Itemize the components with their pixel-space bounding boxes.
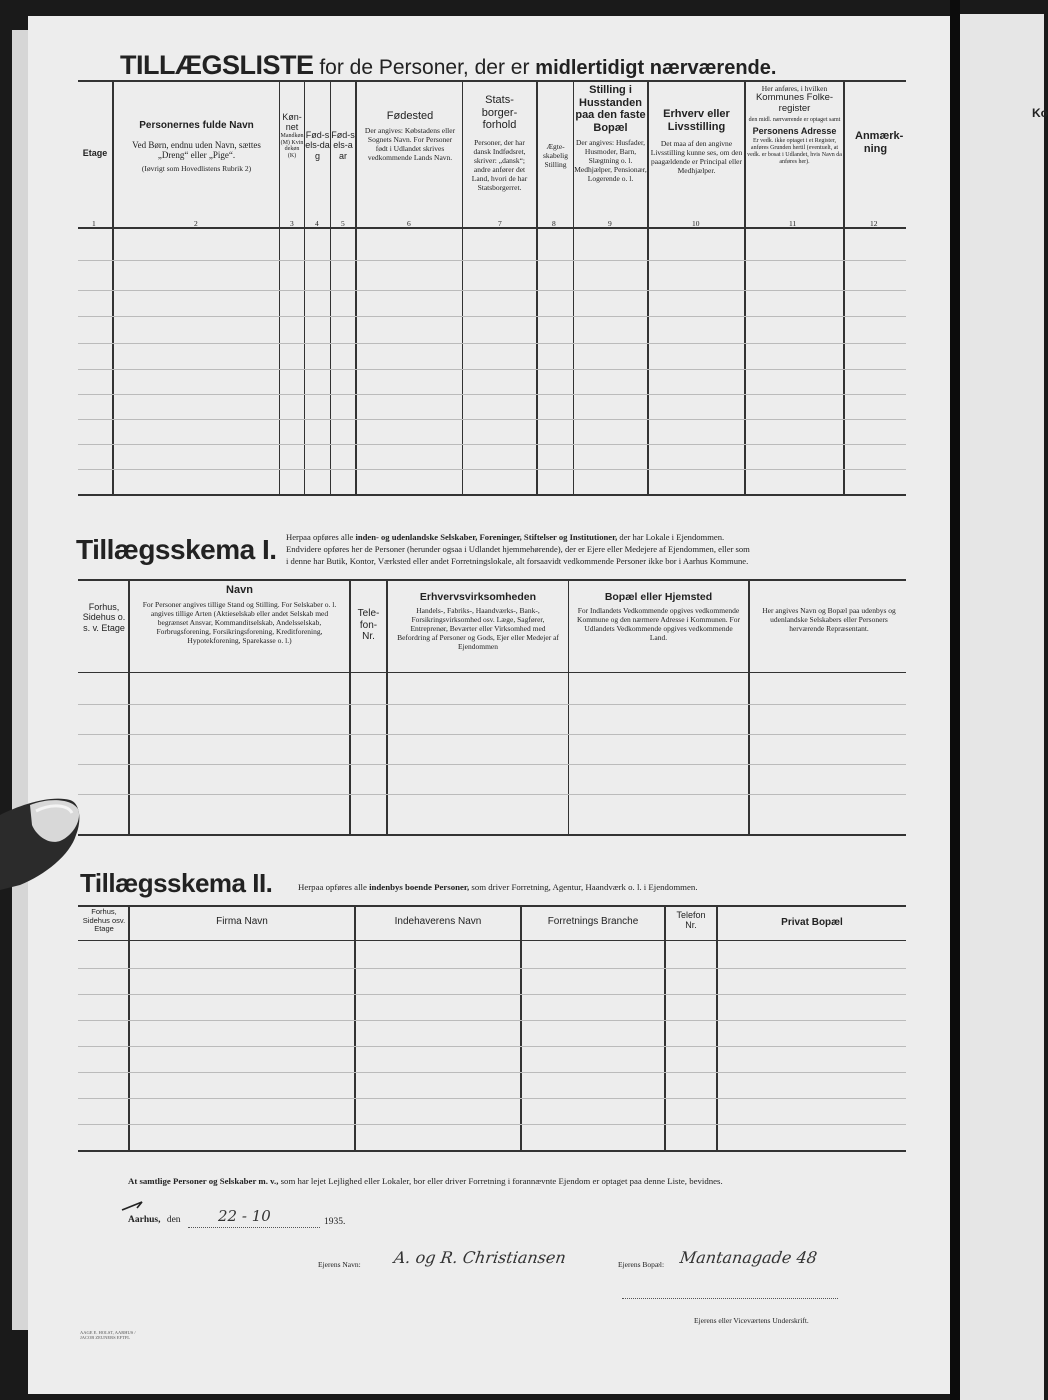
s2-col-firma-label: Firma Navn [216, 916, 268, 927]
skema2-desc [298, 882, 698, 892]
date-line [128, 1215, 181, 1225]
s2-col-indeh [356, 916, 520, 928]
s1-col-erhverv-sub: Handels-, Fabriks-, Haandværks-, Bank-, Forsikringsvirksomhed osv. Læge, Sagfører, Entreprenør, Beværter eller Virksomhed med Befordring af Personer og Gods, Ejer eller Medejer af Ejendommen [397, 606, 559, 652]
liste-title-rest: for de Personer, der er [313, 56, 536, 79]
owner-label: Ejerens Navn: [318, 1260, 361, 1269]
colnum-4: 4 [315, 219, 319, 228]
s1-col-navn [130, 584, 349, 645]
form-page [28, 16, 950, 1394]
col-anmaerkning-label: Anmærk-ning [855, 130, 904, 155]
s1-col-bopael-label: Bopæl eller Hjemsted [604, 591, 713, 603]
col-foedselsdag [305, 130, 330, 161]
printer-mark: AAGE E. HOLST, AARHUS / JACOB ZEUNERS EFTFL [80, 1330, 136, 1341]
s2-col-etage-label: Forhus, Sidehus osv. Etage [82, 907, 126, 934]
s2-col-indeh-label: Indehaverens Navn [394, 916, 482, 927]
s1-col-erhverv [388, 591, 568, 651]
col-stilling [574, 84, 647, 183]
s1-col-repr [756, 606, 902, 633]
colnum-5: 5 [341, 219, 345, 228]
next-page-edge [960, 14, 1048, 1400]
colnum-3: 3 [290, 219, 294, 228]
s2-col-branche [522, 916, 664, 928]
s2-col-bopael-label: Privat Bopæl [781, 917, 843, 928]
owner-handwritten: A. og R. Christiansen [392, 1248, 568, 1267]
tick-mark [120, 1198, 150, 1212]
colnum-9: 9 [608, 219, 612, 228]
skema2-desc-a: Herpaa opføres alle [298, 882, 370, 892]
col-foedested-sub: Der angives: Købstadens eller Sognets Navn. For Personer født i Udlandet skrives vedkommende Lands Navn. [364, 125, 456, 162]
s1-col-bopael [569, 591, 748, 642]
colnum-1: 1 [92, 219, 96, 228]
col-navn [114, 120, 279, 173]
footer-statement [128, 1176, 723, 1186]
thumb-holding-page [0, 795, 82, 890]
bopael-label: Ejerens Bopæl: [618, 1260, 665, 1269]
liste-title-bold: midlertidigt nærværende. [535, 57, 777, 79]
col-foedested [358, 110, 462, 162]
s2-col-bopael [718, 917, 906, 929]
col-navn-sub: Ved Børn, endnu uden Navn, sættes „Dreng“ eller „Pige“. [132, 139, 261, 160]
col-statsborger [463, 94, 536, 192]
col-etage-label: Etage [82, 148, 108, 158]
col-statsborger-label: Stats-borger-forhold [481, 94, 518, 132]
colnum-2: 2 [194, 219, 198, 228]
colnum-6: 6 [407, 219, 411, 228]
s2-col-tlf-label: Telefon Nr. [676, 910, 706, 931]
year-label: 1935. [324, 1217, 346, 1227]
col-folkeregister-pre: Her anføres, i hvilken [761, 84, 828, 93]
s1-col-repr-label: Her angives Navn og Bopæl paa udenbys og udenlandske Selskabers eller Personers herværende Repræsentant. [762, 606, 896, 633]
col-erhverv-label: Erhverv eller Livsstilling [663, 108, 730, 133]
skema1-desc-3: i denne har Butik, Kontor, Værksted eller andet Forretningslokale, alt forsaavidt vedkommende Personer ikke bor i Aarhus Kommune. [286, 555, 749, 566]
next-page-text: Ko [1032, 106, 1048, 120]
col-navn-note: (Iøvrigt som Hovedlistens Rubrik 2) [141, 164, 252, 174]
col-anmaerkning [845, 130, 906, 155]
s2-col-firma [130, 916, 354, 928]
page-gutter [950, 0, 960, 1400]
col-folkeregister-bold: Personens Adresse [752, 125, 837, 136]
s1-col-bopael-sub: For Indlandets Vedkommende opgives vedkommende Kommune og den nærmere Adresse i Kommunen. For Udlandets Vedkommende opgives vedkommende Land. [577, 606, 740, 643]
col-koen-sub: Mandkøn (M) Kvindekøn (K) [280, 132, 304, 160]
colnum-11: 11 [789, 219, 797, 228]
col-folkeregister-label: Kommunes Folke-register [755, 92, 834, 114]
col-folkeregister-sub: Er vedk. ikke optaget i et Register, anføres Grunden hertil (eventuelt, at vedk. er bosat i Udlandet, hvis Navn da anføres her). [747, 138, 842, 165]
s1-col-etage-label: Forhus, Sidehus o. s. v. Etage [82, 602, 126, 633]
col-foedselsaar-label: Fød-sels-aar [331, 130, 355, 161]
s1-col-etage [80, 602, 128, 633]
den-label: den [166, 1215, 181, 1225]
liste-title [120, 50, 776, 81]
footer-statement-bold: At samtlige Personer og Selskaber m. v., [128, 1176, 279, 1186]
skema1-desc [286, 532, 912, 568]
col-etage [78, 148, 112, 158]
skema2-desc-b: indenbys boende Personer, [369, 882, 470, 892]
col-erhverv [649, 108, 744, 175]
skema1-desc-1b: inden- og udenlandske Selskaber, Foreninger, Stiftelser og Institutioner, [355, 532, 618, 542]
col-koen [280, 112, 304, 160]
s2-col-tlf [666, 910, 716, 931]
s1-col-navn-label: Navn [226, 584, 253, 596]
col-statsborger-sub: Personer, der har dansk Indfødsret, skriver: „dansk“; andre anfører det Land, hvori de har Statsborgerret. [471, 137, 528, 192]
col-foedselsdag-label: Fød-sels-dag [305, 130, 330, 161]
col-aegteskab-label: Ægte-skabelig Stilling [543, 142, 568, 169]
col-aegteskab [538, 142, 573, 169]
col-folkeregister-mid: den midl. nærværende er optaget samt [748, 116, 841, 123]
liste-title-big: TILLÆGSLISTE [120, 50, 314, 80]
city-label: Aarhus, [128, 1215, 161, 1225]
col-navn-label: Personernes fulde Navn [139, 120, 254, 131]
skema2-title: Tillægsskema II. [80, 868, 273, 898]
skema1-desc-1c: der har Lokale i Ejendommen. [617, 532, 725, 542]
colnum-8: 8 [552, 219, 556, 228]
col-stilling-label: Stilling i Husstanden paa den faste Bopæl [575, 84, 646, 134]
colnum-12: 12 [870, 219, 878, 228]
col-koen-label: Køn-net [282, 112, 302, 133]
col-erhverv-sub: Det maa af den angivne Livsstilling kunne ses, om den paagældende er Principal eller Medhjælper. [650, 139, 743, 176]
skema1-desc-2: Endvidere opføres her de Personer (herunder ogsaa i Udlandet hjemmehørende), der er Ejere eller Medejere af Ejendommen, eller som [286, 543, 750, 554]
s1-col-erhverv-label: Erhvervsvirksomheden [419, 591, 537, 603]
skema2-desc-c: som driver Forretning, Agentur, Haandværk o. l. i Ejendommen. [469, 882, 698, 892]
s2-col-etage [80, 908, 128, 934]
col-stilling-sub: Der angives: Husfader, Husmoder, Barn, Slægtning o. l. Medhjælper, Pensionær, Logerende o. l. [574, 137, 647, 183]
colnum-10: 10 [692, 219, 700, 228]
date-handwritten: 22 - 10 [218, 1207, 271, 1225]
colnum-7: 7 [498, 219, 502, 228]
s2-col-branche-label: Forretnings Branche [547, 916, 639, 927]
signature-label: Ejerens eller Viceværtens Underskrift. [694, 1316, 809, 1325]
s1-col-tlf-label: Tele-fon-Nr. [357, 608, 380, 642]
col-foedested-label: Fødested [386, 110, 434, 122]
skema1-title: Tillægsskema I. [76, 534, 277, 565]
bopael-handwritten: Mantanagade 48 [678, 1248, 819, 1267]
skema1-desc-1: Herpaa opføres alle [286, 532, 356, 542]
s1-col-tlf [351, 608, 386, 643]
col-foedselsaar [331, 130, 355, 161]
footer-statement-rest: som har lejet Lejlighed eller Lokaler, bor eller driver Forretning i forannævnte Ejendom er optaget paa denne Liste, bevidnes. [278, 1176, 723, 1186]
s1-col-navn-sub: For Personer angives tillige Stand og Stilling. For Selskaber o. l. angives tillige Arten (Aktieselskab eller andet Selskab med begrænset Ansvar, Kommanditselskab, Andelsselskab, Forbrugsforening, Forsikringsforening, Kreditforening, Hypotekforening, Sparekasse o. l.) [142, 599, 337, 645]
col-folkeregister [746, 84, 843, 166]
